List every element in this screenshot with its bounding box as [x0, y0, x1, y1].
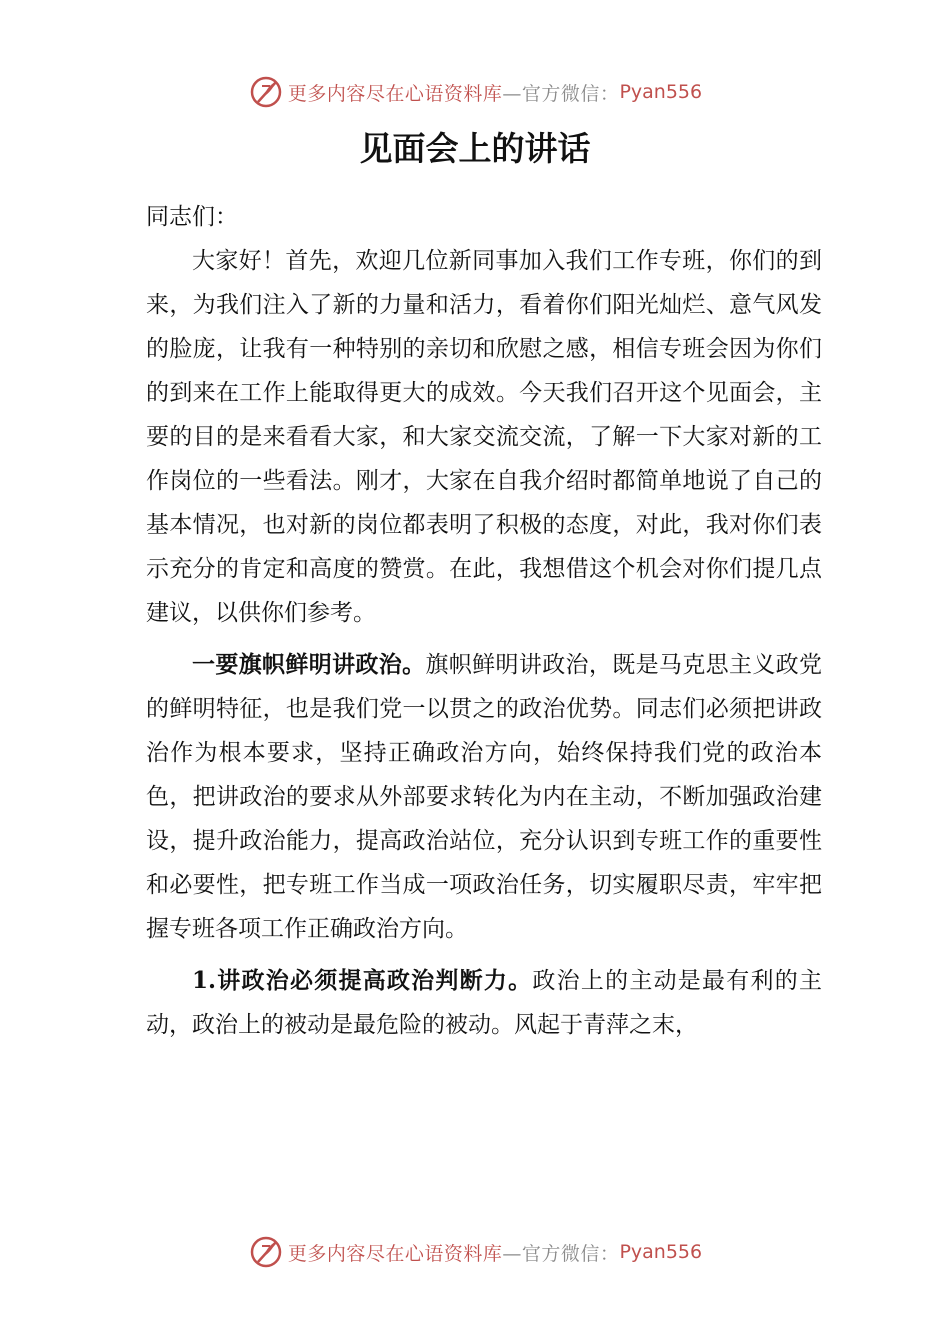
footer-watermark-banner	[0, 1232, 950, 1272]
document-title: 见面会上的讲话	[359, 129, 591, 168]
banner-text-main: 更多内容尽在心语资料库	[287, 1242, 503, 1265]
banner-text-main: 更多内容尽在心语资料库	[287, 82, 503, 105]
section-1-heading: 一要旗帜鲜明讲政治。	[192, 652, 426, 678]
banner-text-wechat-label: —官方微信：	[502, 82, 620, 105]
header-watermark-banner	[0, 72, 950, 112]
section-1-paragraph	[146, 643, 822, 951]
salutation: 同志们：	[146, 204, 238, 230]
banner-text-wechat-id: Pyan556	[619, 81, 703, 103]
document-body	[146, 195, 822, 1047]
section-1-body: 旗帜鲜明讲政治，既是马克思主义政党的鲜明特征，也是我们党一以贯之的政治优势。同志们必须把讲政治作为根本要求，坚持正确政治方向，始终保持我们党的政治本色，把讲政治的要求从外部要求转化为内在主动，不断加强政治建设，提升政治能力，提高政治站位，充分认识到专班工作的重要性和必要性，把专班工作当成一项政治任务，切实履职尽责，牢牢把握专班各项工作正确政治方向。	[146, 652, 823, 942]
quill-logo-icon	[248, 74, 284, 110]
quill-logo-icon	[248, 1234, 284, 1270]
intro-paragraph: 大家好！首先，欢迎几位新同事加入我们工作专班，你们的到来，为我们注入了新的力量和活力，看着你们阳光灿烂、意气风发的脸庞，让我有一种特别的亲切和欣慰之感，相信专班会因为你们的到来在工作上能取得更大的成效。今天我们召开这个见面会，主要的目的是来看看大家，和大家交流交流，了解一下大家对新的工作岗位的一些看法。刚才，大家在自我介绍时都简单地说了自己的基本情况，也对新的岗位都表明了积极的态度，对此，我对你们表示充分的肯定和高度的赞赏。在此，我想借这个机会对你们提几点建议，以供你们参考。	[146, 248, 822, 626]
point-1-paragraph	[146, 959, 822, 1047]
point-1-heading: 讲政治必须提高政治判断力。	[216, 968, 533, 994]
point-1-number: 1.	[192, 967, 217, 994]
banner-text-wechat-label: —官方微信：	[502, 1242, 620, 1265]
banner-text-wechat-id: Pyan556	[619, 1241, 703, 1263]
point-1-body: 政治上的主动是最有利的主动，政治上的被动是最危险的被动。风起于青萍之末，	[146, 968, 823, 1038]
